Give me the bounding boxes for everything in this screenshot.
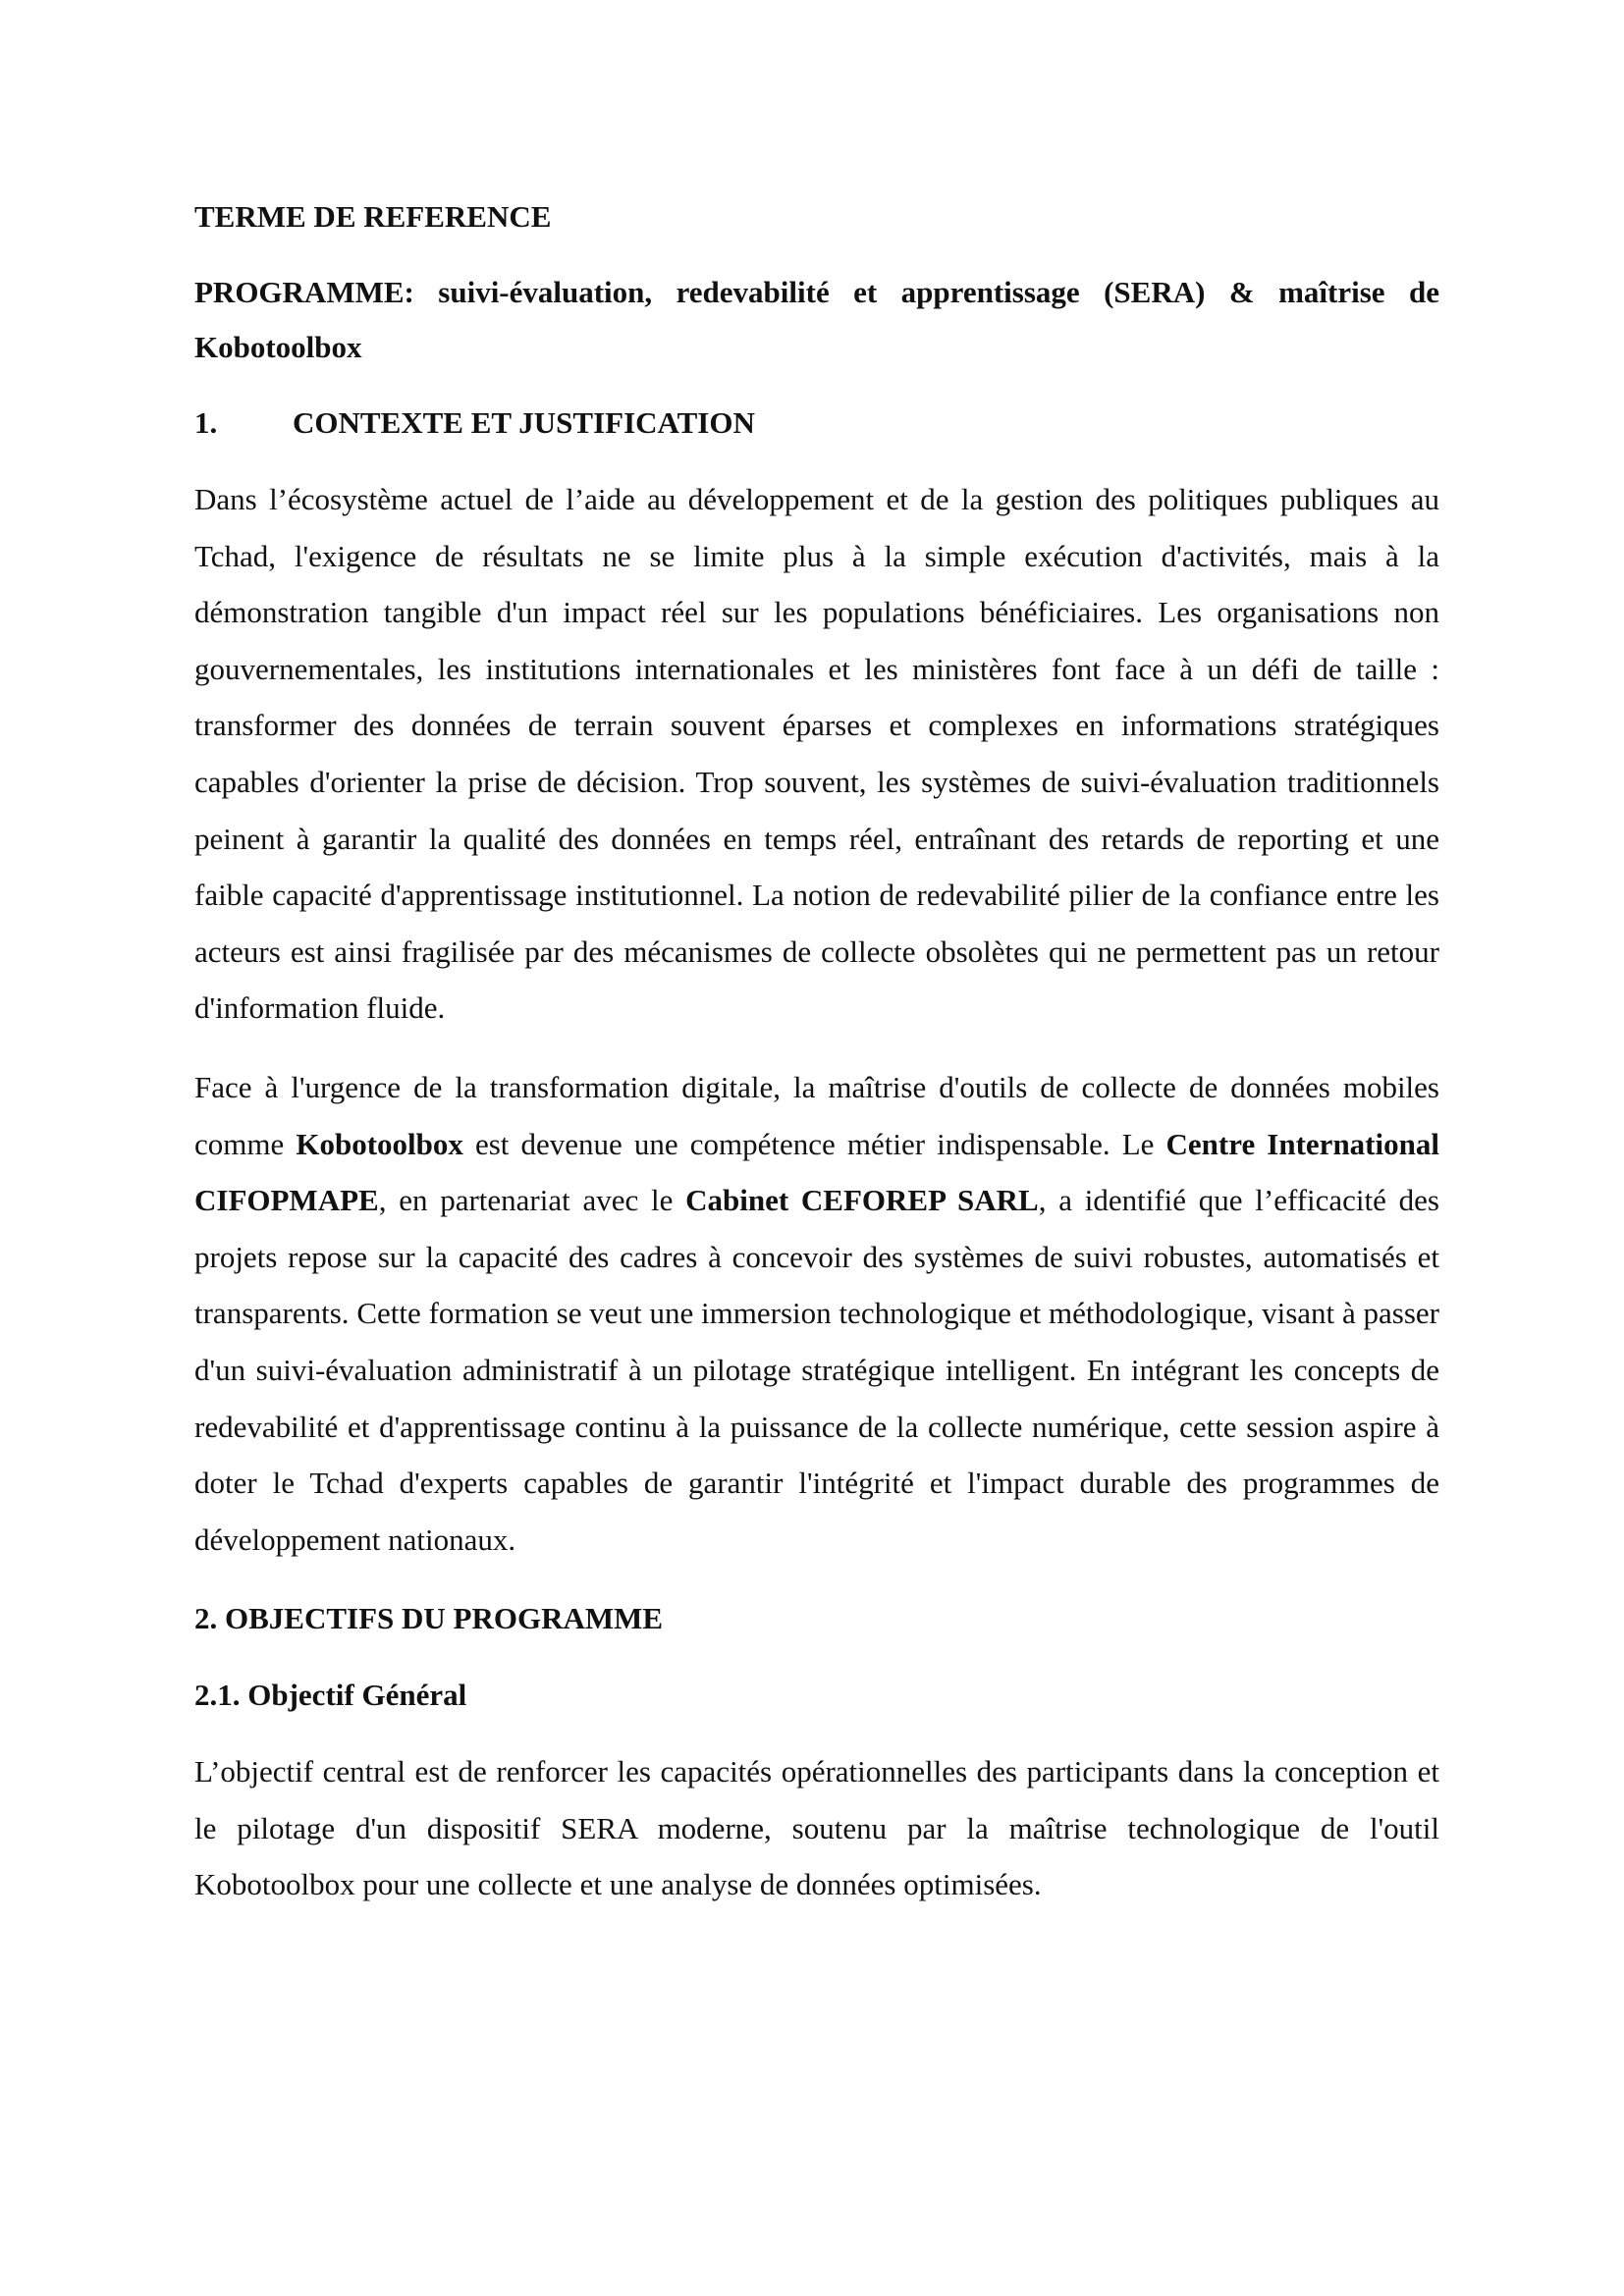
paragraph-text: est devenue une compétence métier indispensable. Le [462, 1126, 1166, 1161]
document-title: TERME DE REFERENCE [194, 199, 552, 234]
kobotoolbox-emphasis: Kobotoolbox [296, 1126, 463, 1161]
section-1-heading [194, 395, 1439, 452]
document-page [194, 188, 1439, 1936]
section-2-heading: 2. OBJECTIFS DU PROGRAMME [194, 1601, 664, 1636]
cifopmape-emphasis: Centre International CIFOPMAPE [194, 1126, 1439, 1218]
section-1-number: 1. [194, 405, 218, 440]
subsection-2-1-heading: 2.1. Objectif Général [194, 1678, 467, 1713]
context-paragraph-2 [194, 1059, 1439, 1568]
context-paragraph-1: Dans l’écosystème actuel de l’aide au développement et de la gestion des politiques publiques au Tchad, l'exigence de résultats ne se limite plus à la simple exécution d'activités, mais à la démonstration tangible d'un impact réel sur les populations bénéficiaires. Les organisations non gouvernementales, les institutions internationales et les ministères font face à un défi de taille : transformer des données de terrain souvent éparses et complexes en informations stratégiques capables d'orienter la prise de décision. Trop souvent, les systèmes de suivi-évaluation traditionnels peinent à garantir la qualité des données en temps réel, entraînant des retards de reporting et une faible capacité d'apprentissage institutionnel. La notion de redevabilité pilier de la confiance entre les acteurs est ainsi fragilisée par des mécanismes de collecte obsolètes qui ne permettent pas un retour d'information fluide. [194, 482, 1439, 1026]
paragraph-text: , a identifié que l’efficacité des projets repose sur la capacité des cadres à concevoir des systèmes de suivi robustes, automatisés et transparents. Cette formation se veut une immersion technologique et méthodologique, visant à passer d'un suivi-évaluation administratif à un pilotage stratégique intelligent. En intégrant les concepts de redevabilité et d'apprentissage continu à la puissance de la collecte numérique, cette session aspire à doter le Tchad d'experts capables de garantir l'intégrité et l'impact durable des programmes de développement nationaux. [194, 1183, 1439, 1557]
paragraph-text: Face à l'urgence de la transformation digitale, la maîtrise d'outils de collecte de données mobiles comme [194, 1069, 1439, 1161]
general-objective-paragraph: L’objectif central est de renforcer les capacités opérationnelles des participants dans la conception et le pilotage d'un dispositif SERA moderne, soutenu par la maîtrise technologique de l'outil Kobotoolbox pour une collecte et une analyse de données optimisées. [194, 1754, 1439, 1902]
ceforep-emphasis: Cabinet CEFOREP SARL [685, 1183, 1039, 1218]
paragraph-text: , en partenariat avec le [378, 1183, 686, 1218]
program-title: PROGRAMME: suivi-évaluation, redevabilité et apprentissage (SERA) & maîtrise de Kobotoolbox [194, 275, 1439, 364]
section-1-title: CONTEXTE ET JUSTIFICATION [293, 405, 755, 440]
